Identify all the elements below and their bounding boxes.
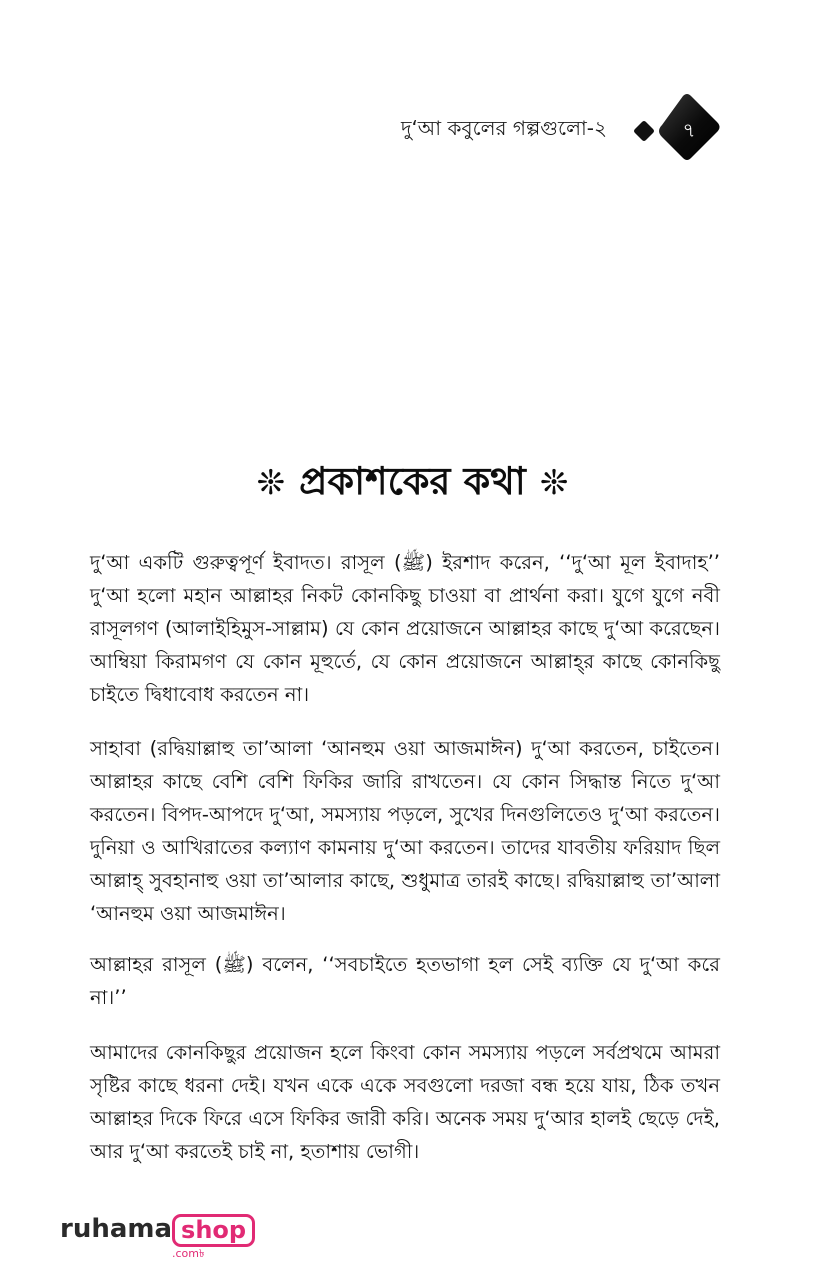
snowflake-ornament-left-icon: ❊ (256, 463, 286, 503)
body-paragraph-2 (90, 732, 720, 930)
paragraph-text: আমাদের কোনকিছুর প্রয়োজন হলে কিংবা কোন সমস্যায় পড়লে সর্বপ্রথমে আমরা সৃষ্টির কাছে ধরনা দেই। যখন একে একে সবগুলো দরজা বন্ধ হয়ে যায়, ঠিক তখন আল্লাহর দিকে ফিরে এসে ফিকির জারী করি। অনেক সময় দু‘আর হালই ছেড়ে দেই, আর দু‘আ করতেই চাই না, হতাশায় ভোগী। (90, 1041, 720, 1163)
logo-brand-text: ruhama (60, 1214, 173, 1244)
paragraph-text: আল্লাহর রাসূল (ﷺ) বলেন, ‘‘সবচাইতে হতভাগা হল সেই ব্যক্তি যে দু‘আ করে না।’’ (90, 953, 720, 1009)
body-paragraph-3 (90, 948, 720, 1014)
body-paragraph-4 (90, 1036, 720, 1168)
page-number-badge (628, 92, 724, 170)
paragraph-text: দু‘আ একটি গুরুত্বপূর্ণ ইবাদত। রাসূল (ﷺ) ইরশাদ করেন, ‘‘দু‘আ মূল ইবাদাহ’’ দু‘আ হলো মহান আল্লাহর নিকট কোনকিছু চাওয়া বা প্রার্থনা করা। যুগে যুগে নবী রাসূলগণ (আলাইহিমুস-সাল্লাম) যে কোন প্রয়োজনে আল্লাহর কাছে দু‘আ করেছেন। আম্বিয়া কিরামগণ যে কোন মূহুর্তে, যে কোন প্রয়োজনে আল্লাহ্‌র কাছে কোনকিছু চাইতে দ্বিধাবোধ করতেন না। (90, 551, 720, 706)
ruhamashop-watermark-logo (60, 1212, 255, 1260)
logo-shop-badge: shop (172, 1214, 255, 1247)
paragraph-text: সাহাবা (রদ্বিয়াল্লাহু তা’আলা ‘আনহুম ওয়া আজমাঈন) দু‘আ করতেন, চাইতেন। আল্লাহর কাছে বেশি বেশি ফিকির জারি রাখতেন। যে কোন সিদ্ধান্ত নিতে দু‘আ করতেন। বিপদ-আপদে দু‘আ, সমস্যায় পড়লে, সুখের দিনগুলিতেও দু‘আ করতেন। দুনিয়া ও আখিরাতের কল্যাণ কামনায় দু‘আ করতেন। তাদের যাবতীয় ফরিয়াদ ছিল আল্লাহ্‌ সুবহানাহু ওয়া তা’আলার কাছে, শুধুমাত্র তারই কাছে। রদ্বিয়াল্লাহু তা’আলা ‘আনহুম ওয়া আজমাঈন। (90, 737, 720, 925)
page-number: ৭ (682, 118, 696, 142)
logo-domain-text: .com৳ (172, 1247, 205, 1260)
badge-dot-icon (634, 121, 654, 141)
chapter-title-text: প্রকাশকের কথা (299, 459, 526, 503)
chapter-title (0, 452, 825, 516)
snowflake-ornament-right-icon: ❊ (539, 463, 569, 503)
running-head: দু‘আ কবুলের গল্পগুলো-২ (400, 116, 607, 140)
body-paragraph-1 (90, 546, 720, 711)
